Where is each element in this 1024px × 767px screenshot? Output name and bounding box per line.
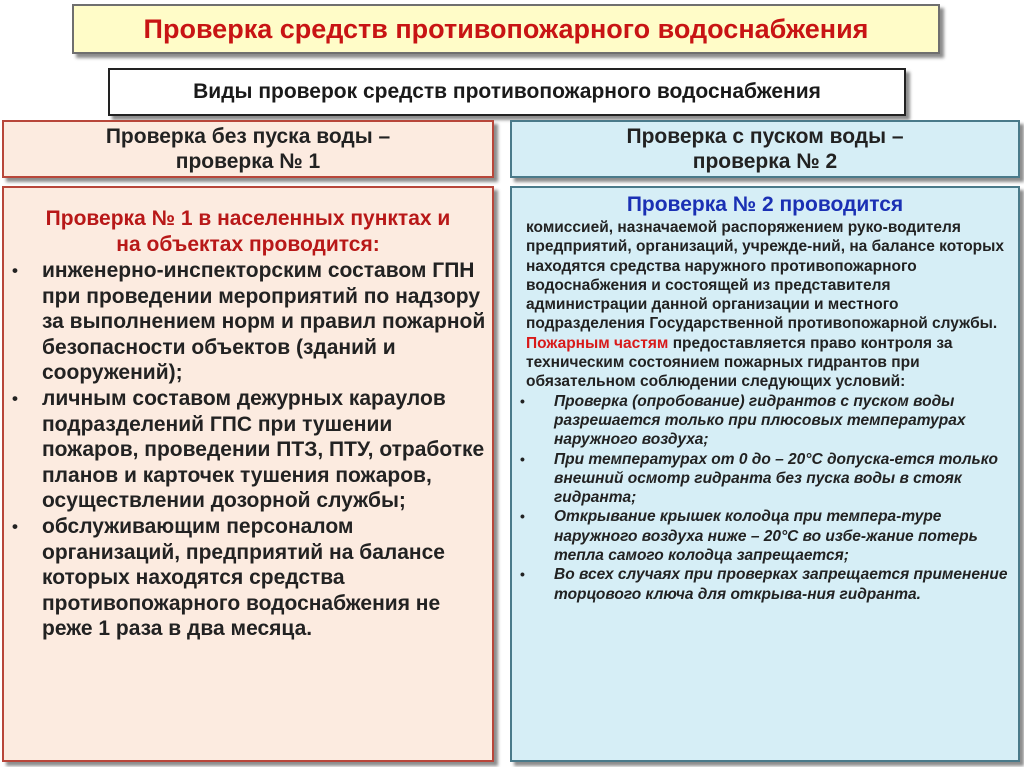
check-1-heading xyxy=(10,206,486,258)
check-2-conditions-list xyxy=(520,392,1010,604)
check-2-paragraph-commission: комиссией, назначаемой распоряжением руко-водителя предприятий, организаций, учрежде-ний, на балансе которых находятся средства наружного противопожарного водоснабжения и состоящей из представителя администрации данной организации и местного подразделения Государственной противопожарной службы. xyxy=(526,219,1004,333)
list-item-text: Проверка (опробование) гидрантов с пуском воды разрешается только при плюсовых температурах наружного воздуха; xyxy=(554,392,966,449)
list-item-text: личным составом дежурных караулов подразделений ГПС при тушении пожаров, проведении ПТЗ, ПТУ, отработке планов и карточек тушения пожаров, осуществлении дозорной службы; xyxy=(42,386,485,513)
list-item xyxy=(10,258,486,386)
list-item-text: инженерно-инспекторским составом ГПН при проведении мероприятий по надзору за выполнением норм и правил пожарной безопасности объектов (зданий и сооружений); xyxy=(42,259,486,385)
bullet-icon: • xyxy=(12,261,18,280)
check-1-heading-line1: Проверка № 1 в населенных пунктах и xyxy=(45,207,451,230)
check-2-panel xyxy=(510,186,1020,762)
list-item-text: Открывание крышек колодца при темпера-туре наружного воздуха ниже – 20°С во избе-жание потерь тепла самого колодца запрещается; xyxy=(554,508,978,565)
list-item-text: Во всех случаях при проверках запрещается применение торцового ключа для открыва-ния гидранта. xyxy=(554,566,1008,603)
list-item xyxy=(520,450,1010,508)
list-item-text: обслуживающим персоналом организаций, предприятий на балансе которых находятся средства противопожарного водоснабжения не реже 1 раза в два месяца. xyxy=(42,514,445,641)
list-item xyxy=(10,514,486,642)
list-item xyxy=(10,386,486,514)
check-1-header-line1: Проверка без пуска воды – xyxy=(105,125,391,148)
list-item xyxy=(520,507,1010,565)
fire-units-text: предоставляется право контроля за техническим состоянием пожарных гидрантов при обязательном соблюдении следующих условий: xyxy=(526,334,953,391)
check-2-header-line1: Проверка с пуском воды – xyxy=(626,125,904,148)
bullet-icon: • xyxy=(12,388,18,408)
bullet-icon: • xyxy=(12,516,18,536)
fire-units-highlight: Пожарным частям xyxy=(526,334,669,352)
list-item xyxy=(520,565,1010,604)
check-1-header xyxy=(2,120,494,178)
bullet-icon: • xyxy=(520,508,525,525)
page-title-banner xyxy=(72,4,940,54)
check-2-header-line2: проверка № 2 xyxy=(692,150,838,173)
page-subtitle: Виды проверок средств противопожарного водоснабжения xyxy=(193,80,821,103)
check-2-header xyxy=(510,120,1020,178)
check-1-header-line2: проверка № 1 xyxy=(175,150,321,173)
list-item-text: При температурах от 0 до – 20°С допуска-ется только внешний осмотр гидранта без пуска воды в стояк гидранта; xyxy=(554,450,999,507)
check-2-heading: Проверка № 2 проводится xyxy=(626,193,904,216)
check-2-paragraph-fire-units xyxy=(520,334,1010,392)
bullet-icon: • xyxy=(520,450,525,467)
check-1-panel xyxy=(2,186,494,762)
check-1-list xyxy=(10,258,486,642)
list-item xyxy=(520,392,1010,450)
page-title: Проверка средств противопожарного водоснабжения xyxy=(143,13,869,44)
bullet-icon: • xyxy=(520,566,525,583)
check-1-heading-line2: на объектах проводится: xyxy=(116,233,380,256)
bullet-icon: • xyxy=(520,392,525,409)
subtitle-banner xyxy=(108,68,906,116)
